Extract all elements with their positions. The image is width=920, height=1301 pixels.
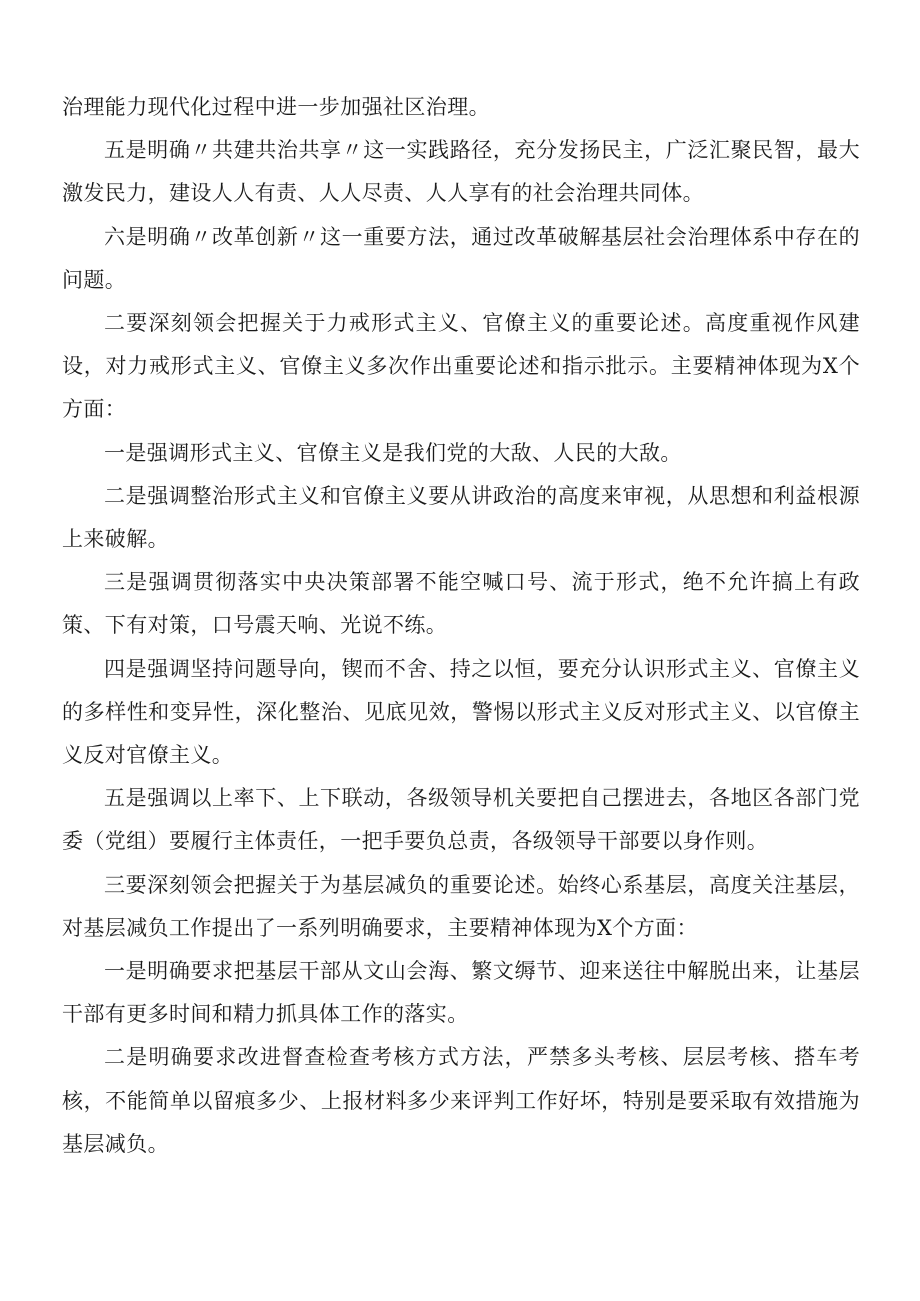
paragraph: 三是强调贯彻落实中央决策部署不能空喊口号、流于形式，绝不允许搞上有政策、下有对策，口号震天响、光说不练。 <box>62 570 860 638</box>
paragraph: 五是强调以上率下、上下联动，各级领导机关要把自己摆进去，各地区各部门党委（党组）要履行主体责任，一把手要负总责，各级领导干部要以身作则。 <box>62 786 860 854</box>
paragraph: 一是强调形式主义、官僚主义是我们党的大敌、人民的大敌。 <box>104 440 682 465</box>
paragraph-heading: 二要深刻领会把握关于力戒形式主义、官僚主义的重要论述。高度重视作风建设，对力戒形式主义、官僚主义多次作出重要论述和指示批示。主要精神体现为X个方面： <box>62 311 860 422</box>
paragraph: 二是明确要求改进督查检查考核方式方法，严禁多头考核、层层考核、搭车考核，不能简单以留痕多少、上报材料多少来评判工作好坏，特别是要采取有效措施为基层减负。 <box>62 1045 860 1156</box>
paragraph-heading: 三要深刻领会把握关于为基层减负的重要论述。始终心系基层，高度关注基层，对基层减负工作提出了一系列明确要求，主要精神体现为X个方面： <box>62 872 860 940</box>
paragraph: 四是强调坚持问题导向，锲而不舍、持之以恒，要充分认识形式主义、官僚主义的多样性和变异性，深化整治、见底见效，警惕以形式主义反对形式主义、以官僚主义反对官僚主义。 <box>62 656 860 768</box>
paragraph-continuation: 治理能力现代化过程中进一步加强社区治理。 <box>62 95 490 119</box>
paragraph: 五是明确〃共建共治共享〃这一实践路径，充分发扬民主，广泛汇聚民智，最大激发民力，建设人人有责、人人尽责、人人享有的社会治理共同体。 <box>62 138 860 206</box>
document-body <box>62 86 860 1166</box>
paragraph: 二是强调整治形式主义和官僚主义要从讲政治的高度来审视，从思想和利益根源上来破解。 <box>62 483 860 552</box>
paragraph: 一是明确要求把基层干部从文山会海、繁文缛节、迎来送往中解脱出来，让基层干部有更多时间和精力抓具体工作的落实。 <box>62 959 860 1027</box>
paragraph: 六是明确〃改革创新〃这一重要方法，通过改革破解基层社会治理体系中存在的问题。 <box>62 224 860 292</box>
